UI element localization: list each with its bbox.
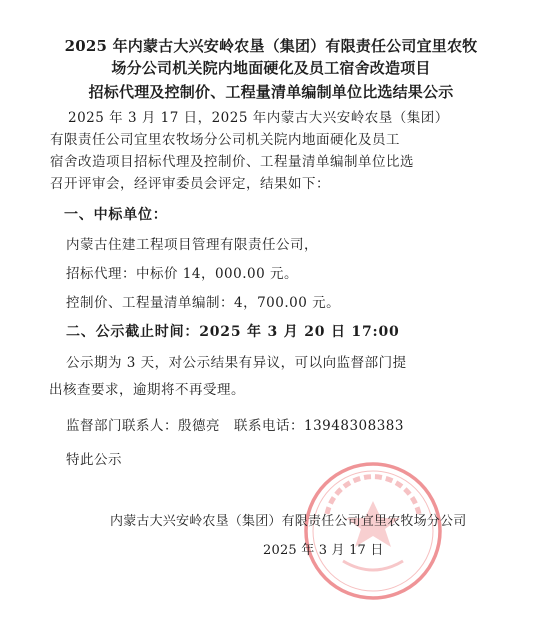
winning-company: 内蒙古住建工程项目管理有限责任公司， (66, 237, 318, 253)
agency-fee-line: 招标代理：中标价 14，000.00 元。 (66, 266, 298, 282)
supervisor-contact-line: 监督部门联系人：殷德亮 联系电话：13948308383 (66, 418, 404, 434)
intro-line-2: 有限责任公司宜里农牧场分公司机关院内地面硬化及员工 (50, 132, 400, 148)
notice-line-1: 公示期为 3 天，对公示结果有异议，可以向监督部门提 (66, 355, 407, 371)
document-title-line-1: 2025 年内蒙古大兴安岭农垦（集团）有限责任公司宜里农牧 (64, 37, 478, 55)
section-1-heading: 一、中标单位： (64, 207, 168, 223)
intro-line-1: 2025 年 3 月 17 日，2025 年内蒙古大兴安岭农垦（集团） (68, 110, 449, 126)
signature-date: 2025 年 3 月 17 日 (263, 543, 384, 558)
section-2-heading: 二、公示截止时间：2025 年 3 月 20 日 17:00 (66, 324, 400, 340)
document-title-line-3: 招标代理及控制价、工程量清单编制单位比选结果公示 (88, 83, 454, 101)
notice-line-2: 出核查要求，逾期将不再受理。 (49, 382, 245, 398)
control-price-fee-line: 控制价、工程量清单编制：4，700.00 元。 (66, 295, 341, 311)
intro-line-3: 宿舍改造项目招标代理及控制价、工程量清单编制单位比选 (50, 154, 414, 170)
document-title-line-2: 场分公司机关院内地面硬化及员工宿舍改造项目 (111, 59, 431, 77)
signature-company: 内蒙古大兴安岭农垦（集团）有限责任公司宜里农牧场分公司 (110, 514, 467, 529)
closing-line: 特此公示 (66, 452, 122, 468)
intro-line-4: 召开评审会，经评审委员会评定，结果如下： (50, 176, 330, 192)
